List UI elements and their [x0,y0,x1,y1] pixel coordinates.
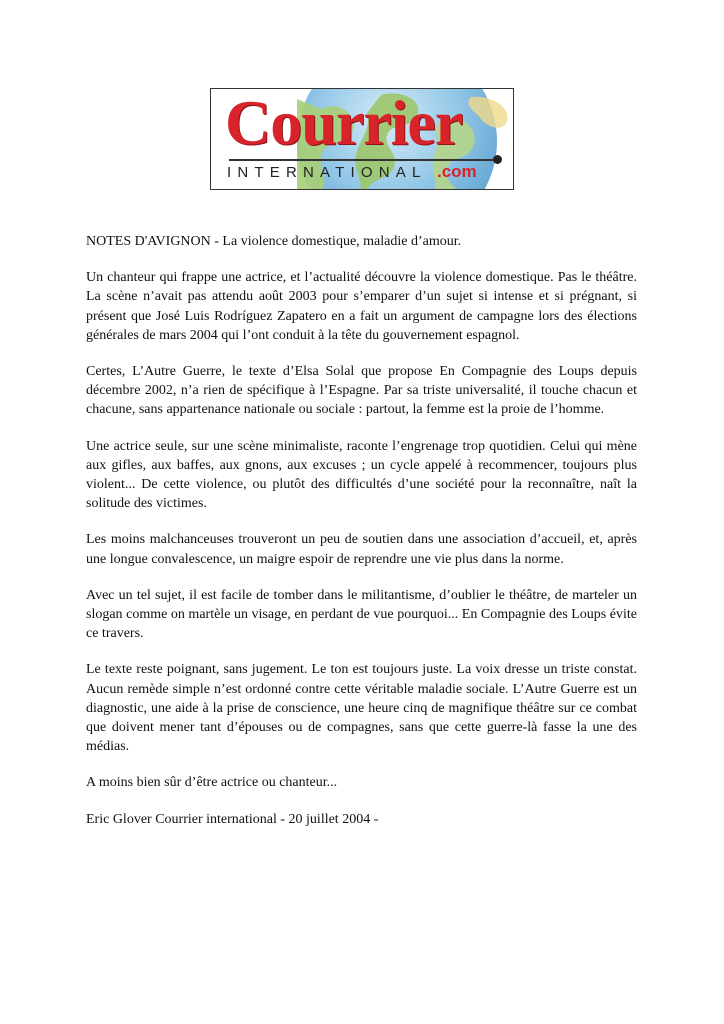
article-headline: NOTES D'AVIGNON - La violence domestique, maladie d’amour. [86,234,462,249]
article-paragraph: Les moins malchanceuses trouveront un peu de soutien dans une association d’accueil, et, après une longue convalescence, un maigre espoir de reprendre une vie plus dans la norme. [86,532,637,567]
article-closing: A moins bien sûr d’être actrice ou chanteur... [86,775,338,791]
article-paragraph: Avec un tel sujet, il est facile de tomber dans le militantisme, d’oublier le théâtre, de marteler un slogan comme on martèle un visage, en perdant de vue pourquoi... En Compagnie des Loups évite ce travers. [86,587,637,642]
logo-dot [493,155,502,164]
logo-divider [229,159,497,161]
article-signature: Eric Glover Courrier international - 20 juillet 2004 - [86,811,379,827]
article-paragraph: Une actrice seule, sur une scène minimaliste, raconte l’engrenage trop quotidien. Celui qui mène aux gifles, aux baffes, aux gnons, aux excuses ; un cycle appelé à recommencer, toujours plus violent... De cette violence, ou plutôt des difficultés d’une société pour la reconnaître, naît la solitude des victimes. [86,438,637,512]
article-paragraph: Le texte reste poignant, sans jugement. Le ton est toujours juste. La voix dresse un triste constat. Aucun remède simple n’est ordonné contre cette véritable maladie sociale. L’Autre Guerre est un diagnostic, une aide à la prise de conscience, une heure cinq de magnifique théâtre sur ce combat que doivent mener tant d’épouses ou de compagnes, sans que cette guerre-là fasse la une des médias. [86,662,637,755]
courrier-international-logo [210,88,514,190]
article-paragraph: Un chanteur qui frappe une actrice, et l’actualité découvre la violence domestique. Pas le théâtre. La scène n’avait pas attendu août 2003 pour s’emparer d’un sujet si intense et si prégnant, si présent que José Luis Rodríguez Zapatero en a fait un argument de campagne lors des élections générales de mars 2004 qui l’ont conduit à la tête du gouvernement espagnol. [86,270,637,343]
logo-wordmark: Courrier [225,88,463,158]
logo-subtitle: INTERNATIONAL [227,164,427,181]
article-paragraph: Certes, L’Autre Guerre, le texte d’Elsa Solal que propose En Compagnie des Loups depuis décembre 2002, n’a rien de spécifique à l’Espagne. Par sa triste universalité, il touche chacun et chacune, sans appartenance nationale ou sociale : partout, la femme est la proie de l’homme. [86,364,637,418]
article-body [86,232,637,846]
logo-domain-suffix: .com [437,162,477,181]
